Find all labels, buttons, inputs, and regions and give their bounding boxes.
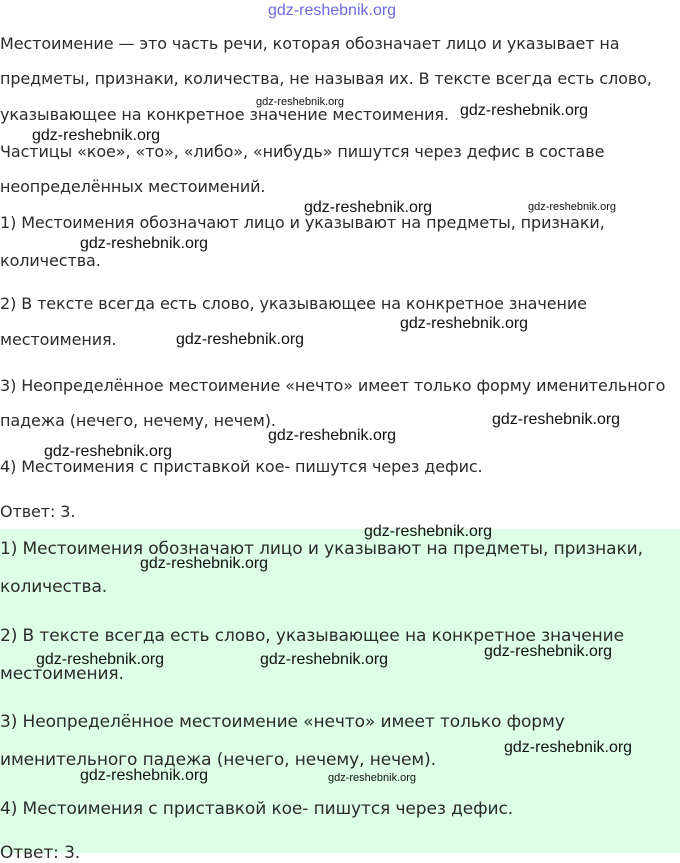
option-3-line: падежа (нечего, нечему, нечем).: [0, 411, 276, 430]
green-option-1-line: 1) Местоимения обозначают лицо и указывают на предметы, признаки,: [0, 539, 643, 559]
green-option-2-line: местоимения.: [0, 664, 124, 684]
watermark: gdz-reshebnik.org: [80, 235, 209, 252]
intro-line: неопределённых местоимений.: [0, 177, 266, 196]
watermark: gdz-reshebnik.org: [32, 127, 161, 144]
green-answer-text: Ответ: 3.: [0, 843, 81, 863]
green-option-3-line: 3) Неопределённое местоимение «нечто» имеет только форму: [0, 712, 565, 732]
green-option-4-line: 4) Местоимения с приставкой кое- пишутся через дефис.: [0, 799, 514, 819]
watermark: gdz-reshebnik.org: [460, 102, 589, 119]
watermark: gdz-reshebnik.org: [44, 443, 173, 460]
watermark-top: gdz-reshebnik.org: [268, 2, 397, 19]
watermark: gdz-reshebnik.org: [492, 411, 621, 428]
watermark: gdz-reshebnik.org: [176, 331, 305, 348]
watermark: gdz-reshebnik.org: [328, 772, 417, 784]
watermark: gdz-reshebnik.org: [364, 523, 493, 540]
watermark: gdz-reshebnik.org: [256, 96, 345, 108]
option-1-line: количества.: [0, 251, 101, 270]
watermark: gdz-reshebnik.org: [140, 555, 269, 572]
answer-text: Ответ: 3.: [0, 502, 76, 521]
watermark: gdz-reshebnik.org: [504, 739, 633, 756]
intro-line: Местоимение — это часть речи, которая обозначает лицо и указывает на: [0, 34, 620, 53]
intro-line: Частицы «кое», «то», «либо», «нибудь» пишутся через дефис в составе: [0, 142, 605, 161]
watermark: gdz-reshebnik.org: [268, 427, 397, 444]
watermark: gdz-reshebnik.org: [528, 201, 617, 213]
watermark: gdz-reshebnik.org: [484, 643, 613, 660]
watermark: gdz-reshebnik.org: [304, 199, 433, 216]
green-option-2-line: 2) В тексте всегда есть слово, указывающее на конкретное значение: [0, 626, 624, 646]
watermark: gdz-reshebnik.org: [80, 767, 209, 784]
watermark: gdz-reshebnik.org: [260, 651, 389, 668]
watermark: gdz-reshebnik.org: [400, 315, 529, 332]
option-3-line: 3) Неопределённое местоимение «нечто» имеет только форму именительного: [0, 376, 666, 395]
option-1-line: 1) Местоимения обозначают лицо и указывают на предметы, признаки,: [0, 213, 605, 232]
watermark: gdz-reshebnik.org: [36, 651, 165, 668]
green-option-1-line: количества.: [0, 577, 108, 597]
green-option-3-line: именительного падежа (нечего, нечему, нечем).: [0, 750, 436, 770]
intro-line: предметы, признаки, количества, не называя их. В тексте всегда есть слово,: [0, 69, 652, 88]
intro-line: указывающее на конкретное значение местоимения.: [0, 105, 449, 124]
option-2-line: 2) В тексте всегда есть слово, указывающее на конкретное значение: [0, 294, 587, 313]
option-4-line: 4) Местоимения с приставкой кое- пишутся через дефис.: [0, 457, 483, 476]
option-2-line: местоимения.: [0, 330, 117, 349]
